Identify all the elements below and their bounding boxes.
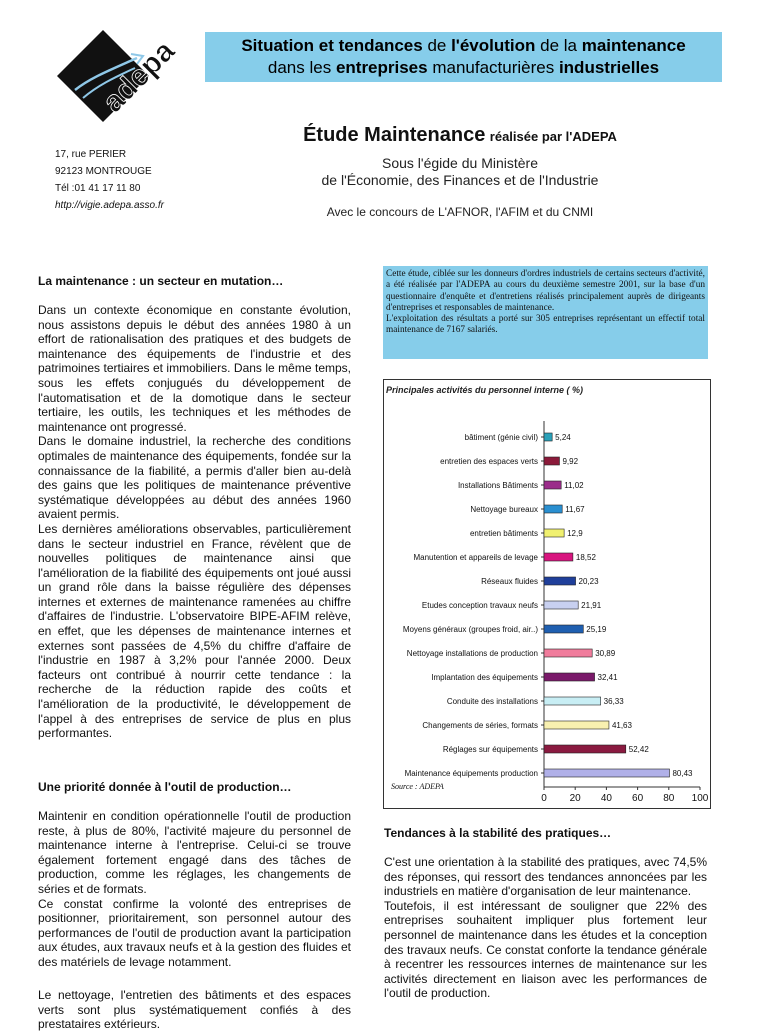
bar (544, 649, 592, 657)
category-label: Manutention et appareils de levage (413, 553, 538, 562)
bar (544, 577, 576, 585)
title-segment: de (427, 36, 452, 55)
address-block (55, 146, 164, 214)
address-tel: Tél :01 41 17 11 80 (55, 183, 141, 194)
data-label: 21,91 (581, 601, 602, 610)
address-street: 17, rue PERIER (55, 149, 127, 160)
category-label: Installations Bâtiments (457, 481, 538, 490)
paragraph: Les dernières améliorations observables, particulièrement dans le secteur industriel en France, révèlent que de nouvelles politiques de maintenance ainsi que l'amélioration de la fiabilité des équipements ont joué aussi un grand rôle dans la baisse régulière des dépenses internes et externes de maintenance ramenées au chiffre d'affaires de l'industrie. L'observatoire BIPE-AFIM relève, en effet, que les dépenses de maintenance internes et externes sont passées de 4,5% du chiffre d'affaire de l'industrie en 1987 à 3,2% pour l'année 2000. Deux facteurs ont contribué à nourrir cette tendance : la recherche de la réduction rapide des coûts et l'amélioration de la productivité, le développement de l'appel à des entreprises de service de plus en plus performantes. (38, 521, 351, 741)
paragraph: Toutefois, il est intéressant de souligner que 22% des entreprises souhaitent impliquer plus fortement leur personnel de maintenance dans les études et la conception des travaux neufs. Ce constat conforte la tendance générale à recentrer les ressources internes de maintenance sur les activités directement en liaison avec les performances de l'outil de production. (384, 898, 707, 1001)
title-banner (205, 32, 722, 82)
section-heading-priorite: Une priorité donnée à l'outil de production… (38, 780, 292, 794)
section-heading-mutation: La maintenance : un secteur en mutation… (38, 274, 284, 288)
bar (544, 481, 561, 489)
data-label: 18,52 (575, 553, 596, 562)
data-label: 20,23 (578, 577, 599, 586)
category-label: Maintenance équipements production (404, 769, 538, 778)
logo-text: adepa (96, 34, 182, 119)
title-segment: maintenance (581, 36, 686, 55)
bar (544, 769, 669, 777)
title-segment: manufacturières (432, 58, 559, 77)
bar (544, 625, 583, 633)
title-segment: de la (540, 36, 582, 55)
category-label: Conduite des installations (446, 697, 538, 706)
title-line-2 (205, 57, 722, 79)
bar (544, 745, 626, 753)
category-label: Réglages sur équipements (442, 745, 538, 754)
bar (544, 721, 609, 729)
data-label: 25,19 (586, 625, 607, 634)
right-body-1 (384, 855, 707, 1001)
study-egide (250, 155, 670, 189)
title-segment: industrielles (558, 58, 660, 77)
activities-bar-chart (383, 379, 711, 809)
title-segment: dans les (267, 58, 336, 77)
paragraph: Maintenir en condition opérationnelle l'outil de production reste, à plus de 80%, l'activité majeure du personnel de maintenance interne à l'entreprise. Celui-ci se trouve également fortement engagé dans des tâches de production, comme les réglages, les changements de séries et de formats. (38, 809, 351, 896)
bar (544, 697, 601, 705)
address-url[interactable]: http://vigie.adepa.asso.fr (55, 200, 164, 211)
category-label: Nettoyage installations de production (406, 649, 538, 658)
category-label: Nettoyage bureaux (470, 505, 538, 514)
left-body-3: Le nettoyage, l'entretien des bâtiments et des espaces verts sont plus systématiquement confiés à des prestataires extérieurs. (38, 988, 351, 1032)
adepa-logo (55, 28, 185, 124)
title-segment: entreprises (335, 58, 433, 77)
data-label: 12,9 (567, 529, 583, 538)
bar (544, 505, 562, 513)
chart-title: Principales activités du personnel interne ( %) (386, 385, 584, 395)
left-body-2 (38, 809, 351, 970)
adepa-diamond-logo-icon (55, 28, 185, 124)
study-heading (250, 124, 670, 147)
category-label: Moyens généraux (groupes froid, air..) (402, 625, 538, 634)
bar (544, 457, 559, 465)
bar (544, 601, 578, 609)
title-segment: Situation et tendances (241, 36, 428, 55)
data-label: 36,33 (603, 697, 624, 706)
bar (544, 529, 564, 537)
bar (544, 673, 595, 681)
category-label: Changements de séries, formats (422, 721, 538, 730)
study-title: Étude Maintenance (303, 124, 486, 146)
egide-line-2: de l'Économie, des Finances et de l'Industrie (321, 172, 599, 188)
bar (544, 553, 573, 561)
data-label: 11,67 (565, 505, 585, 514)
address-city: 92123 MONTROUGE (55, 166, 152, 177)
data-label: 30,89 (595, 649, 616, 658)
paragraph: Ce constat confirme la volonté des entreprises de positionner, prioritairement, son personnel autour des performances de l'outil de production avant la participation aux études, aux travaux neufs et à la gestion des fluides et des matériels de levage notamment. (38, 896, 351, 969)
paragraph: C'est une orientation à la stabilité des pratiques, avec 74,5% des réponses, qui ressort des tendances annoncées par les industriels en matière d'organisation de leur maintenance. (384, 855, 707, 899)
x-tick-label: 40 (600, 793, 612, 804)
category-label: Implantation des équipements (431, 673, 538, 682)
category-label: entretien des espaces verts (440, 457, 538, 466)
left-body-1 (38, 303, 351, 741)
info-text-2: L'exploitation des résultats a porté sur 305 entreprises représentant un effectif total maintenance de 7167 salariés. (386, 314, 705, 336)
data-label: 41,63 (611, 721, 632, 730)
title-line-1 (205, 35, 722, 57)
chart-source: Source : ADEPA (391, 782, 444, 791)
x-tick-label: 80 (663, 793, 675, 804)
category-label: Réseaux fluides (481, 577, 538, 586)
study-by: réalisée par l'ADEPA (489, 129, 617, 144)
section-heading-tendances: Tendances à la stabilité des pratiques… (384, 826, 612, 840)
egide-line-1: Sous l'égide du Ministère (382, 155, 538, 171)
study-concours: Avec le concours de L'AFNOR, l'AFIM et du CNMI (326, 205, 594, 219)
title-segment: l'évolution (451, 36, 541, 55)
x-tick-label: 0 (541, 793, 547, 804)
bar (544, 433, 552, 441)
category-label: bâtiment (génie civil) (464, 433, 538, 442)
data-label: 11,02 (564, 481, 584, 490)
paragraph: Dans un contexte économique en constante évolution, nous assistons depuis le début des années 1980 à un effort de rationalisation des pratiques et des budgets de maintenance des équipements de l'industrie et des patrimoines tertiaires et immobiliers. Dans le même temps, sous les effets conjugués du développement de l'automatisation et de la domotique dans le secteur tertiaire, les outils, les techniques et les méthodes de maintenance ont progressé. (38, 303, 351, 434)
data-label: 5,24 (555, 433, 571, 442)
category-label: Etudes conception travaux neufs (421, 601, 538, 610)
data-label: 9,92 (562, 457, 579, 466)
paragraph: Dans le domaine industriel, la recherche des conditions optimales de maintenance des équipements, fondée sur la connaissance de la fiabilité, a permis d'aller bien au-delà des gains que les politiques de maintenance préventive systématique développées au début des années 1960 avaient permis. (38, 434, 351, 522)
x-tick-label: 100 (691, 793, 709, 804)
info-text-1: Cette étude, ciblée sur les donneurs d'ordres industriels de certains secteurs d'activité, a été réalisée par l'ADEPA au cours du deuxième semestre 2001, sur la base d'un questionnaire d'enquête et d'entretiens réalisés principalement auprès de dirigeants d'entreprises et responsables de maintenance. (386, 269, 705, 313)
category-label: entretien bâtiments (469, 529, 538, 538)
x-tick-label: 60 (632, 793, 644, 804)
study-info-box (383, 266, 708, 359)
data-label: 32,41 (597, 673, 618, 682)
x-tick-label: 20 (569, 793, 581, 804)
data-label: 80,43 (672, 769, 693, 778)
data-label: 52,42 (628, 745, 649, 754)
